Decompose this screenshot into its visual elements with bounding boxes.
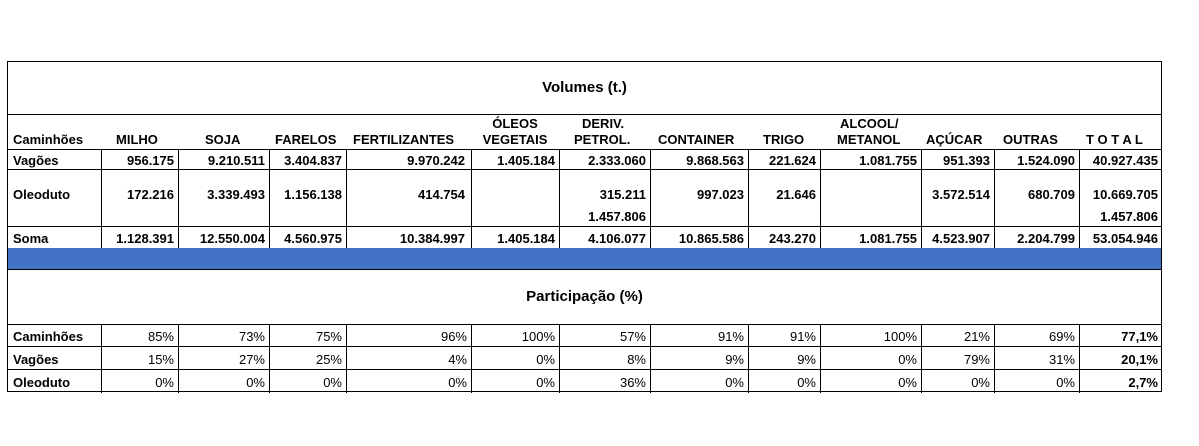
pct-oleoduto-container: 0%	[725, 375, 744, 390]
pct-vagoes-farelos: 25%	[315, 352, 342, 367]
col-header-alcool-line1: ALCOOL/	[840, 116, 899, 131]
col-header-oleos-vegetais	[471, 117, 559, 147]
pct-vagoes-oleos: 0%	[536, 352, 555, 367]
cell-vagoes-oleos: 1.405.184	[497, 153, 555, 168]
col-header-deriv-line1: DERIV.	[582, 116, 625, 131]
cell-soma-container: 10.865.586	[678, 231, 744, 246]
cell-oleoduto-trigo: 21.646	[776, 187, 816, 202]
pct-vagoes-outras: 31%	[1048, 352, 1075, 367]
pct-vagoes-total: 20,1%	[1121, 352, 1158, 367]
pct-caminhoes-total: 77,1%	[1121, 329, 1158, 344]
col-header-outras: OUTRAS	[1003, 132, 1058, 147]
cell-vagoes-total: 40.927.435	[1092, 153, 1158, 168]
col-header-alcool-metanol	[837, 117, 900, 147]
cell-oleoduto-soja: 3.339.493	[207, 187, 265, 202]
col-header-container: CONTAINER	[658, 132, 735, 147]
col-header-soja: SOJA	[205, 132, 241, 147]
col-header-oleos-line1: ÓLEOS	[492, 116, 538, 131]
pct-oleoduto-soja: 0%	[246, 375, 265, 390]
col-header-deriv-line2: PETROL.	[574, 132, 631, 147]
cell-vagoes-farelos: 3.404.837	[284, 153, 342, 168]
rule	[8, 269, 1161, 270]
cell-soma-soja: 12.550.004	[199, 231, 265, 246]
cell-oleoduto-fertilizantes: 414.754	[418, 187, 465, 202]
pct-oleoduto-oleos: 0%	[536, 375, 555, 390]
pct-row-label-caminhoes: Caminhões	[13, 329, 84, 344]
cell-soma-fertilizantes: 10.384.997	[399, 231, 465, 246]
pct-oleoduto-milho: 0%	[155, 375, 174, 390]
cell-vagoes-soja: 9.210.511	[207, 153, 265, 168]
cell-oleoduto-deriv: 315.211	[599, 187, 646, 202]
pct-caminhoes-farelos: 75%	[315, 329, 342, 344]
col-header-oleos-line2: VEGETAIS	[482, 132, 548, 147]
pct-caminhoes-oleos: 100%	[521, 329, 555, 344]
rule	[8, 324, 1161, 325]
pct-oleoduto-acucar: 0%	[971, 375, 990, 390]
pct-caminhoes-soja: 73%	[238, 329, 265, 344]
cell-oleoduto-outras: 680.709	[1028, 187, 1075, 202]
cell-oleoduto-milho: 172.216	[127, 187, 174, 202]
cell-soma-deriv: 4.106.077	[588, 231, 646, 246]
cell-vagoes-outras: 1.524.090	[1017, 153, 1075, 168]
cell-oleoduto-total: 10.669.705	[1092, 187, 1158, 202]
pct-oleoduto-deriv: 36%	[619, 375, 646, 390]
col-header-fertilizantes: FERTILIZANTES	[353, 132, 455, 147]
pct-vagoes-deriv: 8%	[627, 352, 646, 367]
col-header-trigo: TRIGO	[763, 132, 805, 147]
cell-soma-farelos: 4.560.975	[284, 231, 342, 246]
cell-soma-oleos: 1.405.184	[497, 231, 555, 246]
pct-caminhoes-outras: 69%	[1048, 329, 1075, 344]
pct-oleoduto-alcool: 0%	[898, 375, 917, 390]
cell-vagoes-fertilizantes: 9.970.242	[407, 153, 465, 168]
pct-oleoduto-outras: 0%	[1056, 375, 1075, 390]
header-row-label: Caminhões	[13, 132, 84, 147]
pct-caminhoes-alcool: 100%	[883, 329, 917, 344]
row-label-oleoduto: Oleoduto	[13, 187, 71, 202]
cell-vagoes-acucar: 951.393	[943, 153, 990, 168]
pct-vagoes-soja: 27%	[238, 352, 265, 367]
col-header-total: T O T A L	[1086, 132, 1143, 147]
pct-vagoes-fertilizantes: 4%	[448, 352, 467, 367]
cell-vagoes-deriv: 2.333.060	[588, 153, 646, 168]
pct-vagoes-container: 9%	[725, 352, 744, 367]
transport-volume-table	[7, 61, 1162, 392]
row-label-soma: Soma	[13, 231, 49, 246]
pct-row-label-oleoduto: Oleoduto	[13, 375, 71, 390]
col-header-deriv-petrol	[574, 117, 630, 147]
participacao-title: Participação (%)	[526, 288, 643, 305]
pct-vagoes-acucar: 79%	[963, 352, 990, 367]
col-header-milho: MILHO	[116, 132, 158, 147]
cell-soma-milho: 1.128.391	[116, 231, 174, 246]
cell-oleoduto-container: 997.023	[697, 187, 744, 202]
rule	[8, 149, 1161, 150]
cell-vagoes-trigo: 221.624	[769, 153, 816, 168]
volumes-title: Volumes (t.)	[542, 79, 627, 96]
pct-vagoes-alcool: 0%	[898, 352, 917, 367]
rule	[8, 226, 1161, 227]
cell-vagoes-milho: 956.175	[127, 153, 174, 168]
pct-oleoduto-total: 2,7%	[1128, 375, 1158, 390]
rule	[8, 346, 1161, 347]
col-header-farelos: FARELOS	[275, 132, 337, 147]
pct-caminhoes-milho: 85%	[147, 329, 174, 344]
cell-oleoduto-deriv-extra: 1.457.806	[588, 209, 646, 224]
cell-soma-acucar: 4.523.907	[932, 231, 990, 246]
cell-soma-alcool: 1.081.755	[859, 231, 917, 246]
pct-row-label-vagoes: Vagões	[13, 352, 59, 367]
cell-soma-outras: 2.204.799	[1017, 231, 1075, 246]
cell-oleoduto-farelos: 1.156.138	[284, 187, 342, 202]
pct-caminhoes-fertilizantes: 96%	[440, 329, 467, 344]
cell-oleoduto-total-extra: 1.457.806	[1100, 209, 1158, 224]
pct-oleoduto-trigo: 0%	[797, 375, 816, 390]
cell-soma-trigo: 243.270	[769, 231, 816, 246]
col-header-alcool-line2: METANOL	[837, 132, 901, 147]
pct-vagoes-milho: 15%	[147, 352, 174, 367]
cell-vagoes-container: 9.868.563	[686, 153, 744, 168]
cell-soma-total: 53.054.946	[1092, 231, 1158, 246]
pct-caminhoes-acucar: 21%	[963, 329, 990, 344]
col-header-acucar: AÇÚCAR	[926, 132, 983, 147]
pct-caminhoes-trigo: 91%	[789, 329, 816, 344]
row-label-vagoes: Vagões	[13, 153, 59, 168]
pct-caminhoes-container: 91%	[717, 329, 744, 344]
pct-oleoduto-fertilizantes: 0%	[448, 375, 467, 390]
rule	[8, 169, 1161, 170]
pct-oleoduto-farelos: 0%	[323, 375, 342, 390]
section-divider-band	[8, 248, 1161, 269]
cell-vagoes-alcool: 1.081.755	[859, 153, 917, 168]
pct-vagoes-trigo: 9%	[797, 352, 816, 367]
pct-caminhoes-deriv: 57%	[619, 329, 646, 344]
rule	[8, 114, 1161, 115]
cell-oleoduto-acucar: 3.572.514	[932, 187, 990, 202]
rule	[8, 369, 1161, 370]
